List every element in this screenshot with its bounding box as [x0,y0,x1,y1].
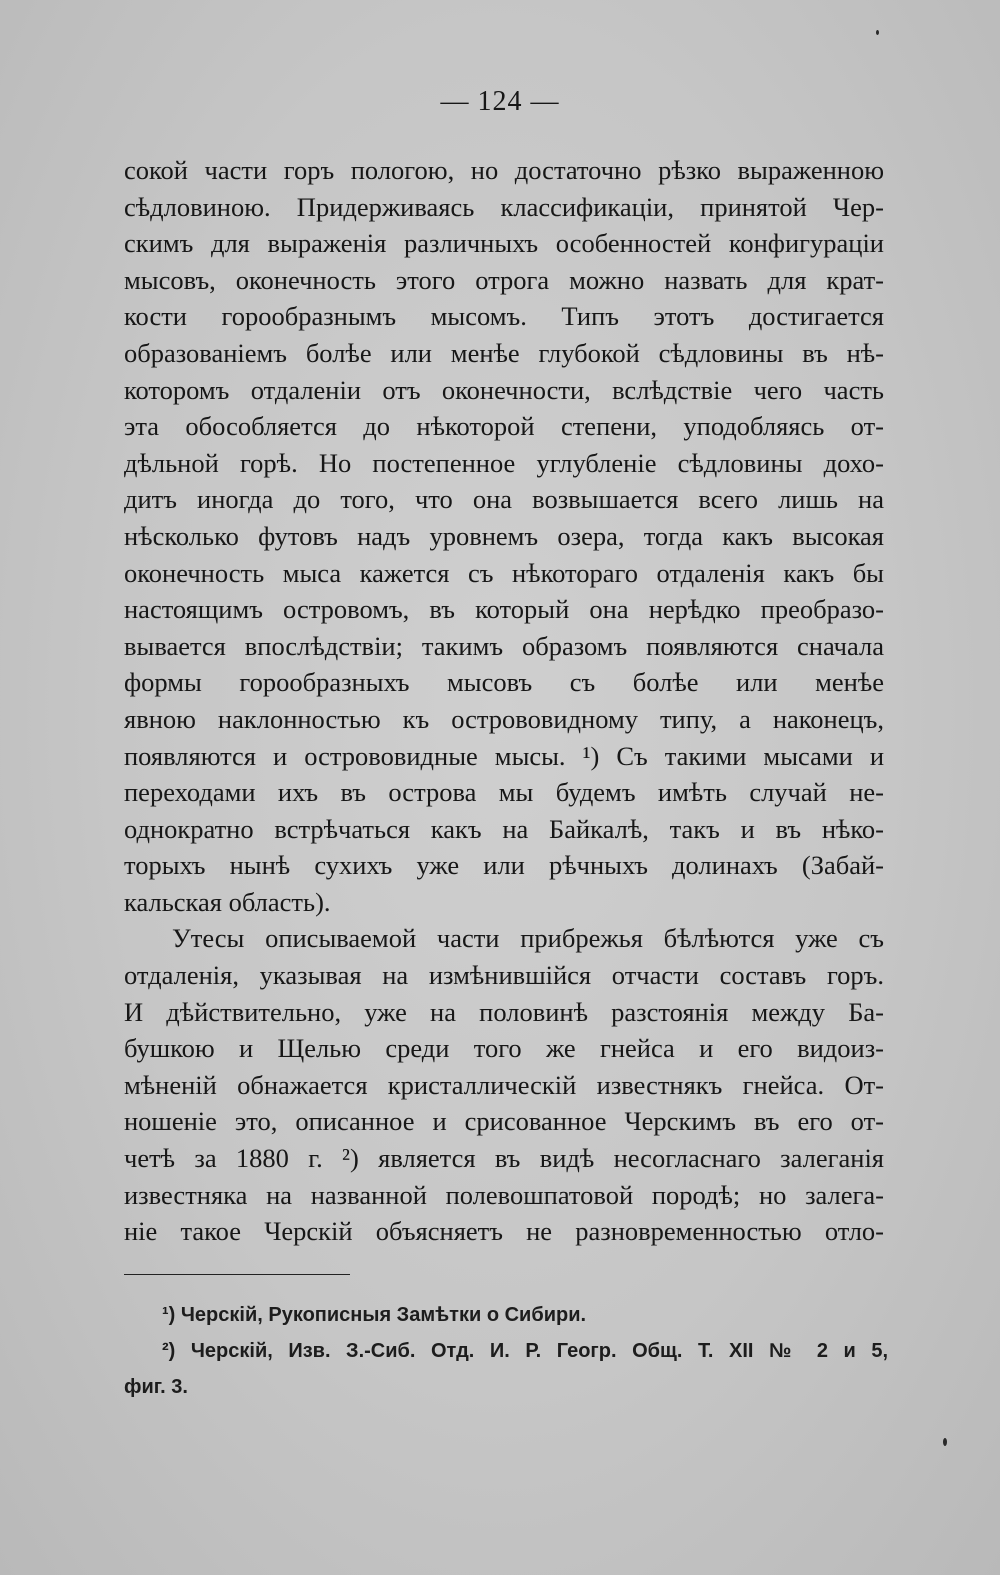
footnote-2-continuation: фиг. 3. [124,1376,188,1398]
footnote-1: ¹) Черскій, Рукописныя Замѣтки о Сибири. [162,1304,587,1326]
body-line: вывается впослѣдствіи; такимъ образомъ появляются сначала [124,630,884,661]
body-line: известняка на названной полевошпатовой породѣ; но залега- [124,1179,884,1210]
body-line: мѣненій обнажается кристаллическій известнякъ гнейса. От- [124,1069,884,1100]
body-line: которомъ отдаленіи отъ оконечности, вслѣдствіе чего часть [124,374,884,405]
body-line: Утесы описываемой части прибрежья бѣлѣются уже съ [172,923,884,954]
body-line: сокой части горъ пологою, но достаточно рѣзко выраженною [124,155,884,185]
body-line: появляются и острововидные мысы. ¹) Съ такими мысами и [124,740,884,771]
body-line: оконечность мыса кажется съ нѣкотораго отдаленія какъ бы [124,557,884,588]
body-line: отдаленія, указывая на измѣнившійся отчасти составъ горъ. [124,960,884,991]
body-line: скимъ для выраженія различныхъ особенностей конфигураціи [124,228,884,259]
body-line: бушкою и Щелью среди того же гнейса и его видоиз- [124,1033,884,1064]
body-line: дѣльной горѣ. Но постепенное углубленіе сѣдловины дохо- [124,447,884,478]
body-line: нѣсколько футовъ надъ уровнемъ озера, тогда какъ высокая [124,520,884,551]
footnote-2: ²) Черскій, Изв. З.-Сиб. Отд. И. Р. Геогр. Общ. Т. XII № 2 и 5, [162,1340,888,1362]
page-number: — 124 — [440,86,560,117]
body-line: явною наклонностью къ острововидному типу, а наконецъ, [124,703,884,734]
body-line: однократно встрѣчаться какъ на Байкалѣ, такъ и въ нѣко- [124,813,884,844]
body-line: кости горообразнымъ мысомъ. Типъ этотъ достигается [124,301,884,332]
body-line: торыхъ нынѣ сухихъ уже или рѣчныхъ долинахъ (Забай- [124,850,884,881]
body-line: настоящимъ островомъ, въ который она нерѣдко преобразо- [124,594,884,625]
footnotes [124,1297,888,1405]
body-text [124,152,884,1250]
body-line: образованіемъ болѣе или менѣе глубокой сѣдловины въ нѣ- [124,337,884,368]
body-line: сѣдловиною. Придерживаясь классификаціи, принятой Чер- [124,191,884,222]
footnote-divider [124,1274,350,1275]
body-line: формы горообразныхъ мысовъ съ болѣе или менѣе [124,667,884,698]
body-line: эта обособляется до нѣкоторой степени, уподобляясь от- [124,411,884,442]
body-line: дитъ иногда до того, что она возвышается всего лишь на [124,484,884,515]
scan-speck-right-margin [943,1438,947,1446]
body-line: мысовъ, оконечность этого отрога можно назвать для крат- [124,264,884,295]
body-line: четѣ за 1880 г. ²) является въ видѣ несогласнаго залеганія [124,1143,884,1174]
body-line: ніе такое Черскій объясняетъ не разновременностью отло- [124,1216,884,1247]
body-line: И дѣйствительно, уже на половинѣ разстоянія между Ба- [124,996,884,1027]
body-line: переходами ихъ въ острова мы будемъ имѣть случай не- [124,777,884,808]
body-line: ношеніе это, описанное и срисованное Черскимъ въ его от- [124,1106,884,1137]
body-line: кальская область). [124,886,331,917]
scan-speck-top-right [876,30,879,35]
